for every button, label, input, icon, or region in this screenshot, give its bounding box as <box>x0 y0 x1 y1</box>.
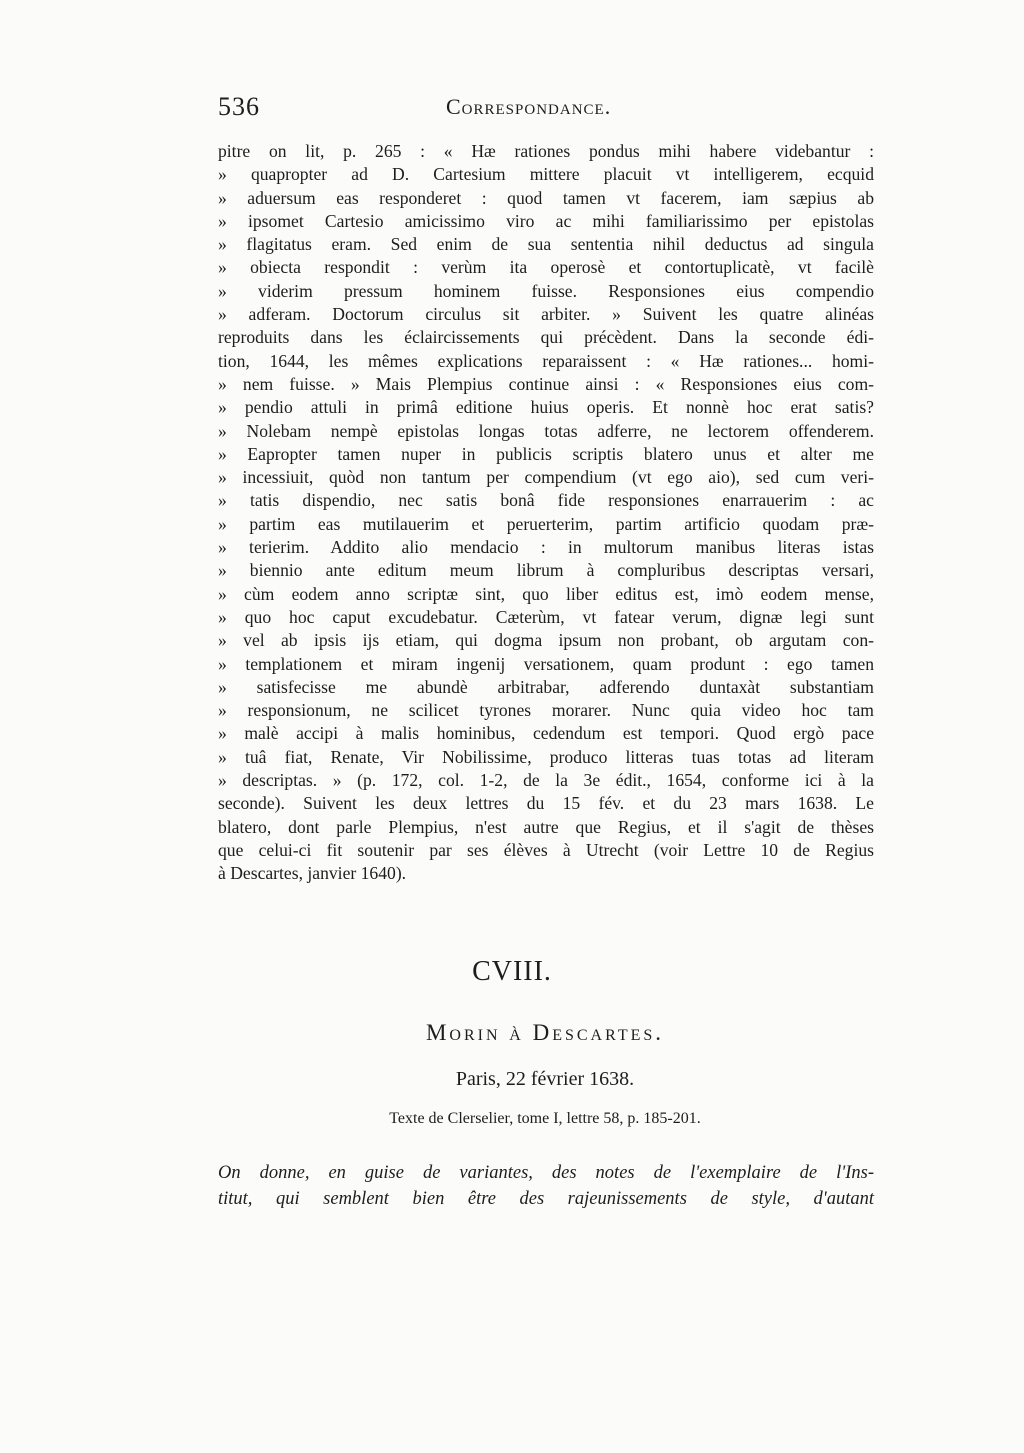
text-line: que celui-ci fit soutenir par ses élèves à Utrecht (voir Lettre 10 de Regius <box>218 839 874 860</box>
text-line: » incessiuit, quòd non tantum per compendium (vt ego aio), sed cum veri- <box>218 467 874 488</box>
text-line: » malè accipi à malis hominibus, cedendum est tempori. Quod ergò pace <box>218 723 874 744</box>
text-line: » aduersum eas responderet : quod tamen vt facerem, iam sæpius ab <box>218 187 874 208</box>
text-line: pitre on lit, p. 265 : « Hæ rationes pondus mihi habere videbantur : <box>218 141 874 161</box>
text-line: seconde). Suivent les deux lettres du 15 fév. et du 23 mars 1638. Le <box>218 793 874 814</box>
text-line: » obiecta respondit : verùm ita operosè et contortuplicatè, vt facilè <box>218 257 874 278</box>
text-line: » quo hoc caput excudebatur. Cæterùm, vt fatear verum, dignæ legi sunt <box>218 606 874 627</box>
running-title: Correspondance. <box>446 94 612 119</box>
text-line: » cùm eodem anno scriptæ sint, quo liber editus est, imò eodem mense, <box>218 583 874 604</box>
text-line: » terierim. Addito alio mendacio : in multorum manibus literas istas <box>218 537 874 558</box>
text-line: » satisfecisse me abundè arbitrabar, adferendo duntaxàt substantiam <box>218 676 874 697</box>
text-line: blatero, dont parle Plempius, n'est autre que Regius, et il s'agit de thèses <box>218 816 874 837</box>
page-header <box>218 92 878 128</box>
source-note: Texte de Clerselier, tome I, lettre 58, p. 185-201. <box>389 1110 701 1127</box>
text-line: » flagitatus eram. Sed enim de sua sententia nihil deductus ad singula <box>218 234 874 255</box>
text-line: tion, 1644, les mêmes explications reparaissent : « Hæ rationes... homi- <box>218 350 874 371</box>
text-line: » biennio ante editum meum librum à compluribus descriptas versari, <box>218 560 874 581</box>
text-line: » Eapropter tamen nuper in publicis scriptis blatero unus et alter me <box>218 443 874 464</box>
note-line: titut, qui semblent bien être des rajeunissements de style, d'autant <box>218 1189 874 1209</box>
note-line: On donne, en guise de variantes, des notes de l'exemplaire de l'Ins- <box>218 1163 874 1183</box>
text-line: » descriptas. » (p. 172, col. 1-2, de la 3e édit., 1654, conforme ici à la <box>218 770 874 791</box>
text-line: » vel ab ipsis ijs etiam, qui dogma ipsum non probant, ob argutam con- <box>218 630 874 651</box>
text-line: » templationem et miram ingenij versationem, quam produnt : ego tamen <box>218 653 874 674</box>
letter-date: Paris, 22 février 1638. <box>455 1068 635 1090</box>
text-line: » responsionum, ne scilicet tyrones morarer. Nunc quia video hoc tam <box>218 700 874 721</box>
text-line: reproduits dans les éclaircissements qui précèdent. Dans la seconde édi- <box>218 327 874 348</box>
text-line: » ipsomet Cartesio amicissimo viro ac mihi familiarissimo per epistolas <box>218 210 874 231</box>
text-line: » Nolebam nempè epistolas longas totas adferre, ne lectorem offenderem. <box>218 420 874 441</box>
text-line: » pendio attuli in primâ editione huius operis. Et nonnè hoc erat satis? <box>218 397 874 418</box>
editor-note <box>218 1160 874 1212</box>
letter-title: Morin à Descartes. <box>425 1020 665 1045</box>
text-line: » viderim pressum hominem fuisse. Responsiones eius compendio <box>218 280 874 301</box>
text-line: » tuâ fiat, Renate, Vir Nobilissime, produco litteras tuas totas ad literam <box>218 746 874 767</box>
text-line: » tatis dispendio, nec satis bonâ fide responsiones enarrauerim : ac <box>218 490 874 511</box>
text-line: » adferam. Doctorum circulus sit arbiter. » Suivent les quatre alinéas <box>218 304 874 325</box>
page-number: 536 <box>218 92 260 121</box>
text-line: » nem fuisse. » Mais Plempius continue ainsi : « Responsiones eius com- <box>218 373 874 394</box>
text-line: à Descartes, janvier 1640). <box>218 863 407 884</box>
text-line: » partim eas mutilauerim et peruerterim, partim artificio quodam præ- <box>218 513 874 534</box>
footnote-body <box>218 140 874 886</box>
letter-number: CVIII. <box>472 956 552 987</box>
text-line: » quapropter ad D. Cartesium mittere placuit vt intelligerem, ecquid <box>218 164 874 185</box>
